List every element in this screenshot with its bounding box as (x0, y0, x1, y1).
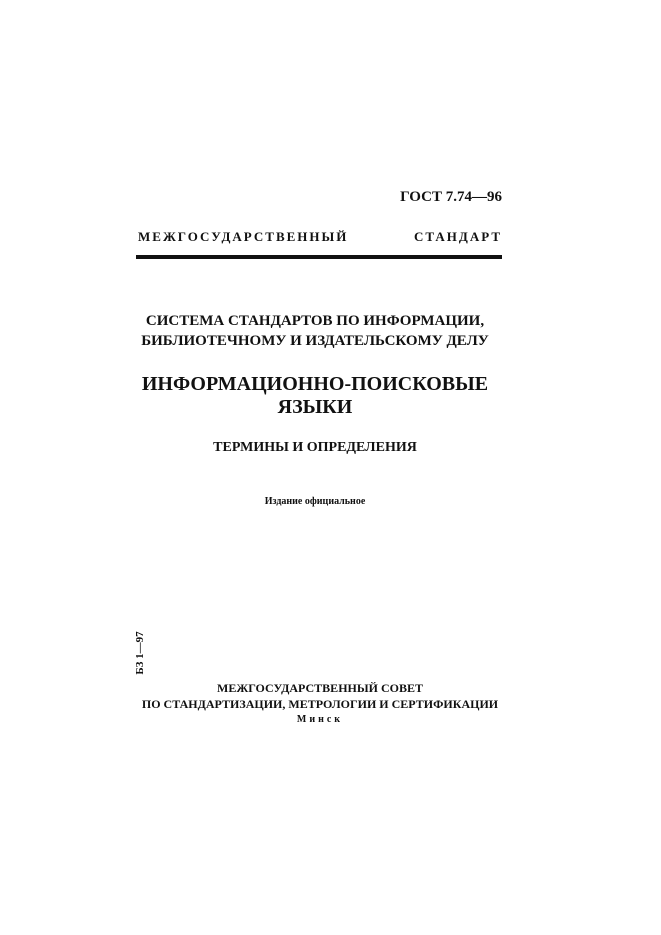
series-title (100, 311, 530, 351)
standard-kind-heading: МЕЖГОСУДАРСТВЕННЫЙ СТАНДАРТ (138, 229, 502, 244)
series-title-line-1: СИСТЕМА СТАНДАРТОВ ПО ИНФОРМАЦИИ, (145, 313, 485, 329)
standard-code: ГОСТ 7.74—96 (400, 189, 502, 205)
side-catalog-code: БЗ 1—97 (134, 631, 146, 675)
document-title-line-2: ЯЗЫКИ (277, 396, 353, 418)
header-rule (136, 255, 502, 259)
edition-note: Издание официальное (264, 496, 366, 507)
publisher-line-1: МЕЖГОСУДАРСТВЕННЫЙ СОВЕТ (217, 681, 423, 695)
document-title (100, 373, 530, 419)
document-subtitle: ТЕРМИНЫ И ОПРЕДЕЛЕНИЯ (213, 440, 417, 455)
document-title-line-1: ИНФОРМАЦИОННО-ПОИСКОВЫЕ (141, 373, 489, 395)
publisher-line-2: ПО СТАНДАРТИЗАЦИИ, МЕТРОЛОГИИ И СЕРТИФИКАЦИИ (141, 697, 499, 711)
publisher-block (120, 680, 520, 728)
publisher-city: Минск (296, 714, 344, 725)
series-title-line-2: БИБЛИОТЕЧНОМУ И ИЗДАТЕЛЬСКОМУ ДЕЛУ (141, 333, 489, 349)
